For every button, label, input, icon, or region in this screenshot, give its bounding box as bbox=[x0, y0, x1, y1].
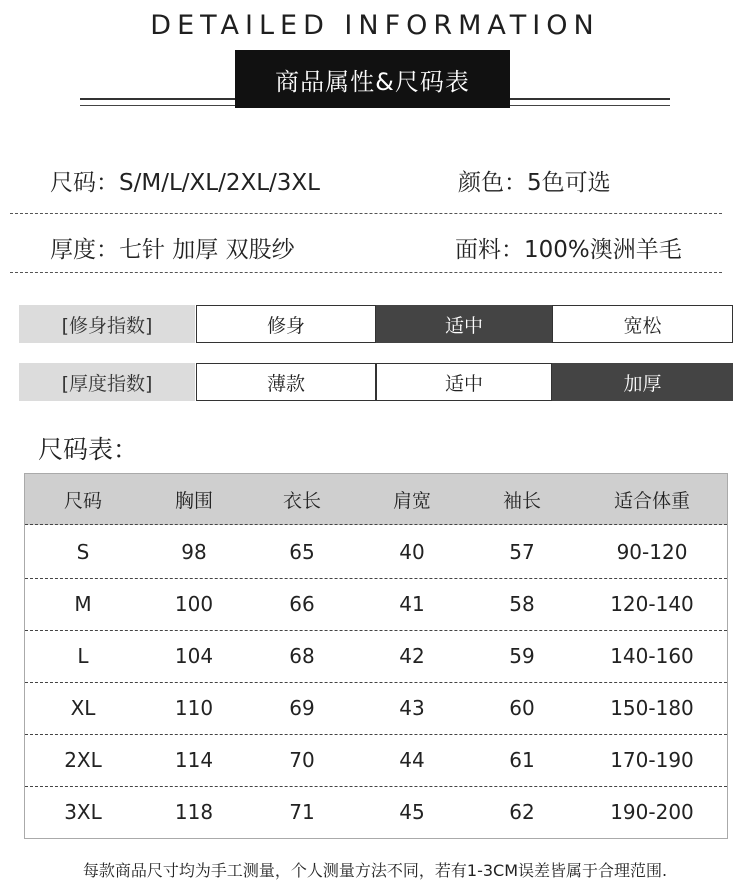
table-cell: 66 bbox=[289, 592, 315, 616]
table-cell: 40 bbox=[399, 540, 425, 564]
table-cell: 110 bbox=[174, 696, 214, 720]
fit-option-slim: 修身 bbox=[196, 305, 376, 343]
table-cell: 104 bbox=[174, 644, 214, 668]
table-cell: 60 bbox=[509, 696, 535, 720]
table-cell: 120-140 bbox=[610, 592, 694, 616]
divider bbox=[10, 213, 722, 214]
table-cell: 98 bbox=[181, 540, 207, 564]
thickness-option-medium: 适中 bbox=[376, 363, 552, 401]
table-row bbox=[25, 682, 727, 735]
thickness-option-thick: 加厚 bbox=[552, 363, 733, 401]
table-row bbox=[25, 578, 727, 631]
table-cell: 2XL bbox=[64, 748, 102, 772]
header-cell: 袖长 bbox=[502, 489, 541, 512]
section-title: 商品属性&尺码表 bbox=[275, 67, 470, 96]
table-row bbox=[25, 786, 727, 838]
table-cell: 44 bbox=[399, 748, 425, 772]
table-cell: 71 bbox=[289, 800, 315, 824]
table-cell: XL bbox=[70, 696, 96, 720]
header-cell: 肩宽 bbox=[392, 489, 431, 512]
table-header bbox=[25, 474, 727, 525]
table-cell: 59 bbox=[509, 644, 535, 668]
table-cell: 114 bbox=[174, 748, 214, 772]
thickness-option-thin: 薄款 bbox=[196, 363, 376, 401]
thickness-index-label: [厚度指数] bbox=[19, 363, 195, 401]
table-cell: 69 bbox=[289, 696, 315, 720]
table-cell: 90-120 bbox=[616, 540, 688, 564]
table-cell: 58 bbox=[509, 592, 535, 616]
section-title-box bbox=[235, 50, 510, 108]
table-cell: M bbox=[74, 592, 92, 616]
header-cell: 尺码 bbox=[63, 489, 102, 512]
table-cell: 118 bbox=[174, 800, 214, 824]
table-cell: 3XL bbox=[64, 800, 102, 824]
table-cell: 57 bbox=[509, 540, 535, 564]
table-row bbox=[25, 734, 727, 787]
table-cell: 70 bbox=[289, 748, 315, 772]
fit-index-label: [修身指数] bbox=[19, 305, 195, 343]
measurement-note: 每款商品尺寸均为手工测量，个人测量方法不同，若有1-3CM误差皆属于合理范围. bbox=[82, 861, 668, 880]
table-cell: 45 bbox=[399, 800, 425, 824]
table-cell: 190-200 bbox=[610, 800, 694, 824]
header-cell: 衣长 bbox=[282, 489, 321, 512]
table-cell: S bbox=[76, 540, 90, 564]
size-table-title: 尺码表： bbox=[38, 435, 139, 464]
attr-size: 尺码：S/M/L/XL/2XL/3XL bbox=[50, 170, 320, 196]
table-cell: 140-160 bbox=[610, 644, 694, 668]
english-title: DETAILED INFORMATION bbox=[150, 10, 600, 41]
fit-option-regular: 适中 bbox=[376, 305, 552, 343]
divider bbox=[10, 272, 722, 273]
table-cell: 100 bbox=[174, 592, 214, 616]
attr-fabric: 面料：100%澳洲羊毛 bbox=[455, 237, 682, 263]
table-cell: 170-190 bbox=[610, 748, 694, 772]
table-cell: 68 bbox=[289, 644, 315, 668]
header-cell: 胸围 bbox=[174, 489, 213, 512]
table-cell: 43 bbox=[399, 696, 425, 720]
table-cell: 41 bbox=[399, 592, 425, 616]
header-cell: 适合体重 bbox=[613, 489, 690, 512]
size-table bbox=[24, 473, 728, 839]
table-row bbox=[25, 630, 727, 683]
table-cell: L bbox=[77, 644, 89, 668]
fit-option-loose: 宽松 bbox=[552, 305, 733, 343]
attr-color: 颜色：5色可选 bbox=[458, 170, 611, 196]
table-cell: 65 bbox=[289, 540, 315, 564]
attr-thickness: 厚度：七针 加厚 双股纱 bbox=[50, 237, 295, 263]
table-cell: 62 bbox=[509, 800, 535, 824]
table-cell: 150-180 bbox=[610, 696, 694, 720]
table-row bbox=[25, 526, 727, 579]
table-cell: 42 bbox=[399, 644, 425, 668]
table-cell: 61 bbox=[509, 748, 535, 772]
